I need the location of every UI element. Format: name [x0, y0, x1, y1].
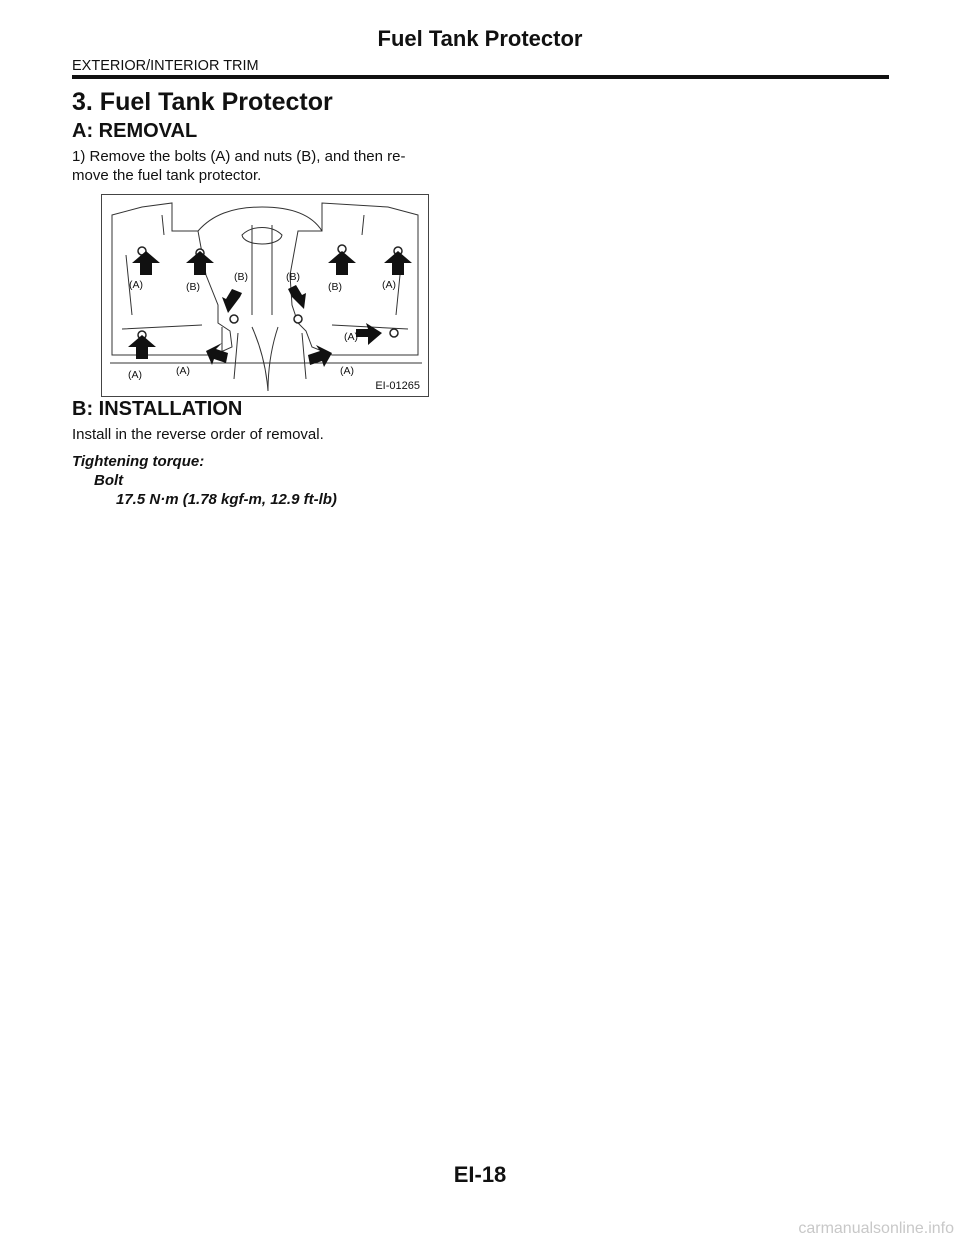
header-rule	[72, 75, 889, 79]
removal-heading: A: REMOVAL	[72, 120, 198, 142]
figure-code: EI-01265	[375, 380, 420, 392]
callout-a-lower-center-left: (A)	[176, 365, 190, 377]
removal-figure	[101, 194, 429, 397]
callout-a-upper-right: (A)	[382, 279, 396, 291]
removal-step-1-line-1: 1) Remove the bolts (A) and nuts (B), and then re-	[72, 148, 406, 165]
callout-b-center-right: (B)	[286, 271, 300, 283]
callout-a-upper-left: (A)	[129, 279, 143, 291]
callout-b-upper-left: (B)	[186, 281, 200, 293]
page-number: EI-18	[453, 1162, 507, 1187]
removal-step-1-line-2: move the fuel tank protector.	[72, 167, 262, 184]
torque-label: Tightening torque:	[72, 453, 205, 470]
installation-text: Install in the reverse order of removal.	[72, 426, 324, 443]
callout-a-lower-center-right: (A)	[340, 365, 354, 377]
watermark: carmanualsonline.info	[798, 1220, 954, 1237]
page-header-title: Fuel Tank Protector	[377, 26, 583, 51]
callout-a-right-middle: (A)	[344, 331, 358, 343]
callout-b-upper-right: (B)	[328, 281, 342, 293]
section-heading: 3. Fuel Tank Protector	[72, 88, 333, 116]
torque-value: 17.5 N·m (1.78 kgf-m, 12.9 ft-lb)	[116, 491, 337, 508]
torque-item: Bolt	[94, 472, 124, 489]
callout-a-lower-left: (A)	[128, 369, 142, 381]
installation-heading: B: INSTALLATION	[72, 398, 243, 420]
page-header-section: EXTERIOR/INTERIOR TRIM	[72, 58, 259, 74]
callout-b-center-left: (B)	[234, 271, 248, 283]
fuel-tank-protector-illustration	[102, 195, 428, 396]
